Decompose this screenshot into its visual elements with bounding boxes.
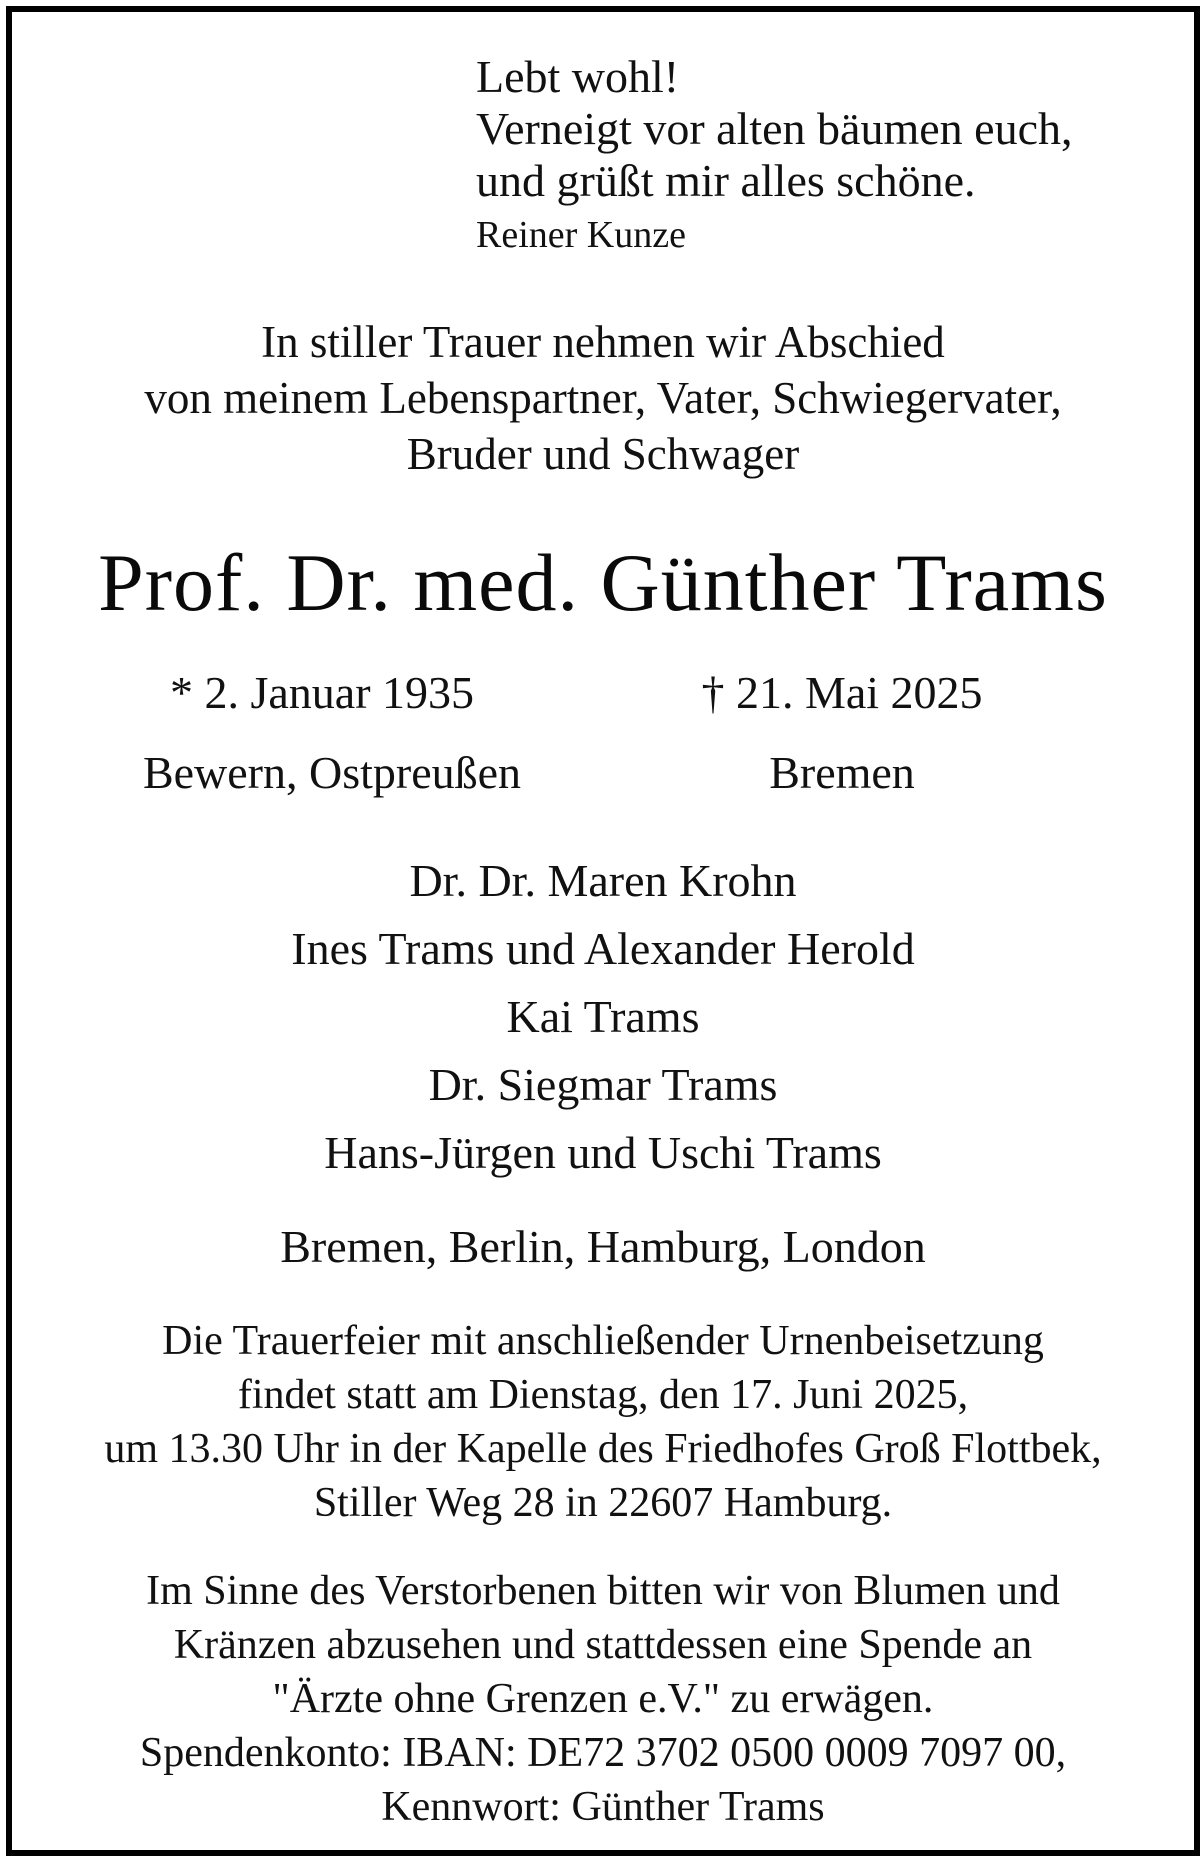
family-member: Dr. Siegmar Trams xyxy=(428,1059,778,1110)
death-date: † 21. Mai 2025 xyxy=(701,667,983,718)
poem-line: Verneigt vor alten bäumen euch, xyxy=(476,103,1073,154)
birth-place: Bewern, Ostpreußen xyxy=(142,747,522,798)
intro-line: In stiller Trauer nehmen wir Abschied xyxy=(261,317,945,367)
poem-line: Lebt wohl! xyxy=(476,51,680,102)
ceremony-line: um 13.30 Uhr in der Kapelle des Friedhofes Groß Flottbek, xyxy=(104,1426,1102,1472)
family-places: Bremen, Berlin, Hamburg, London xyxy=(280,1221,926,1272)
poem-line: und grüßt mir alles schöne. xyxy=(476,155,976,206)
family-member: Kai Trams xyxy=(506,991,700,1042)
obituary-notice xyxy=(6,6,1200,1856)
intro-line: Bruder und Schwager xyxy=(406,429,800,479)
ceremony-line: Stiller Weg 28 in 22607 Hamburg. xyxy=(313,1480,893,1526)
deceased-name: Prof. Dr. med. Günther Trams xyxy=(98,537,1108,628)
birth-date: * 2. Januar 1935 xyxy=(169,667,475,718)
donation-line: Kennwort: Günther Trams xyxy=(381,1784,825,1830)
family-member: Ines Trams und Alexander Herold xyxy=(291,923,915,974)
family-member: Hans-Jürgen und Uschi Trams xyxy=(324,1127,882,1178)
death-place: Bremen xyxy=(769,747,915,798)
donation-line: "Ärzte ohne Grenzen e.V." zu erwägen. xyxy=(272,1676,934,1722)
ceremony-line: Die Trauerfeier mit anschließender Urnenbeisetzung xyxy=(162,1318,1044,1364)
donation-line: Spendenkonto: IBAN: DE72 3702 0500 0009 7097 00, xyxy=(139,1730,1067,1776)
donation-line: Im Sinne des Verstorbenen bitten wir von Blumen und xyxy=(146,1568,1060,1614)
poem-author: Reiner Kunze xyxy=(476,214,686,256)
ceremony-line: findet statt am Dienstag, den 17. Juni 2025, xyxy=(237,1372,969,1418)
donation-line: Kränzen abzusehen und stattdessen eine Spende an xyxy=(173,1622,1033,1668)
family-member: Dr. Dr. Maren Krohn xyxy=(409,855,797,906)
intro-line: von meinem Lebenspartner, Vater, Schwiegervater, xyxy=(144,373,1062,423)
